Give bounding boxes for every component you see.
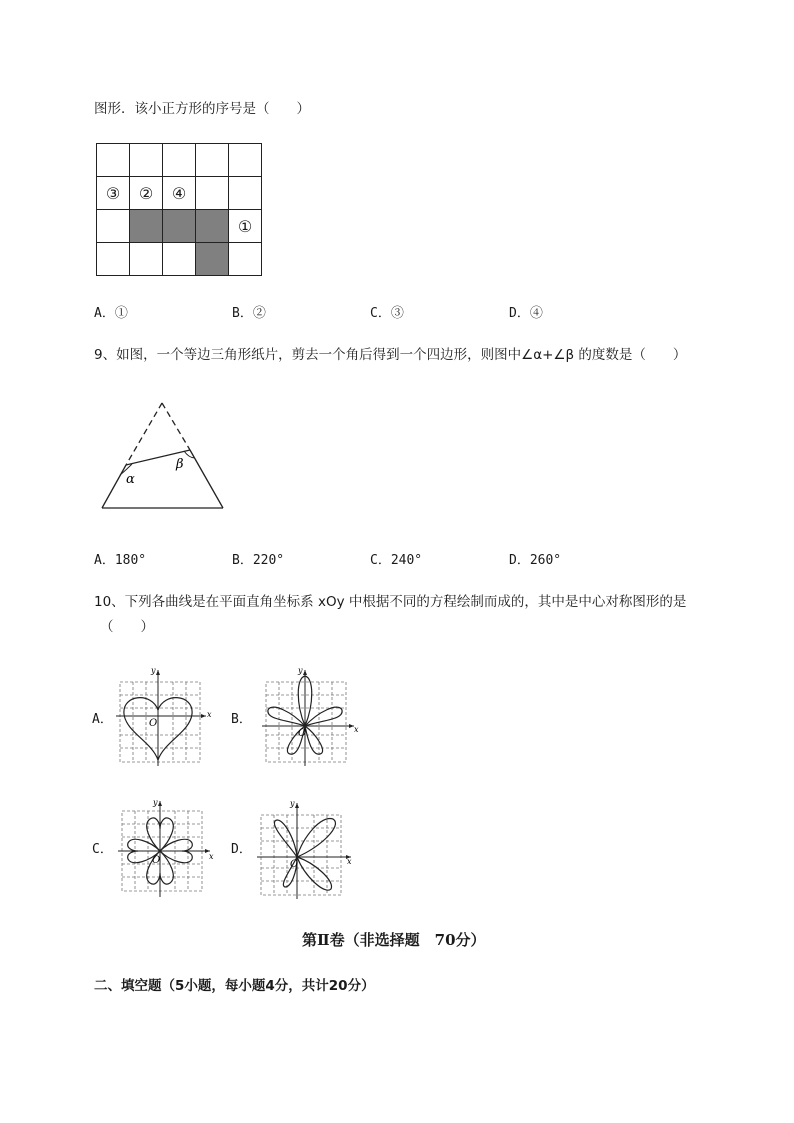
q10-option-c-label[interactable]: C． <box>92 842 113 857</box>
grid-cell <box>96 143 130 177</box>
grid-cell <box>195 143 229 177</box>
q10-b-origin-label: O <box>298 728 307 739</box>
q10-graph-d-diagonal-rose[interactable] <box>255 797 359 901</box>
q8-option-b[interactable]: B．② <box>232 306 266 321</box>
grid-cell <box>195 176 229 210</box>
grid-cell <box>162 242 196 276</box>
q10-a-y-label: y <box>151 666 156 675</box>
grid-cell-shaded <box>195 242 229 276</box>
q10-graph-b-rose[interactable] <box>258 664 362 770</box>
q10-option-b-label[interactable]: B． <box>231 712 252 727</box>
q10-a-x-label: x <box>207 710 212 719</box>
grid-cell-label: ④ <box>162 176 196 210</box>
q9-left-side <box>102 465 126 508</box>
grid-cell <box>129 143 163 177</box>
q9-option-c[interactable]: C．240° <box>370 553 423 568</box>
q8-square-grid-figure <box>96 143 266 279</box>
q9-stem: 9、如图，一个等边三角形纸片，剪去一个角后得到一个四边形，则图中∠α+∠β 的度数是（ ） <box>94 347 687 363</box>
part2-title: 第Ⅱ卷（非选择题 70分） <box>302 931 486 949</box>
q10-option-d-label[interactable]: D． <box>231 842 252 857</box>
q10-b-x-label: x <box>354 725 359 734</box>
q9-beta-label: β <box>176 457 184 472</box>
q8-option-a[interactable]: A．① <box>94 306 128 321</box>
q8-stem-tail: 图形．该小正方形的序号是（ ） <box>94 101 310 117</box>
grid-cell-shaded <box>195 209 229 243</box>
q10-stem-line2: （ ） <box>100 619 154 635</box>
grid-cell-label: ③ <box>96 176 130 210</box>
q9-alpha-label: α <box>126 472 135 487</box>
q10-a-origin-label: O <box>149 718 158 729</box>
q9-option-d[interactable]: D．260° <box>509 553 562 568</box>
grid-cell <box>129 242 163 276</box>
grid-cell <box>162 143 196 177</box>
q10-d-x-label: x <box>347 857 352 866</box>
q10-c-x-label: x <box>209 852 214 861</box>
q10-b-y-label: y <box>298 666 303 675</box>
grid-cell-shaded <box>129 209 163 243</box>
grid-cell <box>228 176 262 210</box>
q9-triangle-figure <box>96 398 231 513</box>
grid-cell-label: ① <box>228 209 262 243</box>
q9-option-b[interactable]: B．220° <box>232 553 285 568</box>
q10-option-a-label[interactable]: A． <box>92 712 113 727</box>
q10-d-y-label: y <box>290 799 295 808</box>
grid-cell <box>228 143 262 177</box>
section2-heading: 二、填空题（5小题，每小题4分，共计20分） <box>94 978 375 994</box>
q8-option-d[interactable]: D．④ <box>509 306 543 321</box>
q10-c-origin-label: O <box>152 855 161 866</box>
q10-c-y-label: y <box>153 798 158 807</box>
grid-cell <box>228 242 262 276</box>
grid-cell-shaded <box>162 209 196 243</box>
grid-cell-label: ② <box>129 176 163 210</box>
q9-option-a[interactable]: A．180° <box>94 553 147 568</box>
q10-graph-a-heart[interactable] <box>112 664 212 770</box>
q9-right-side <box>190 450 223 508</box>
grid-cell <box>96 209 130 243</box>
q10-stem-line1: 10、下列各曲线是在平面直角坐标系 xOy 中根据不同的方程绘制而成的，其中是中心对称图形的是 <box>94 594 687 610</box>
q9-cut-corner-right-edge <box>162 403 190 450</box>
q9-cut-corner-left-edge <box>126 403 162 465</box>
q10-graph-c-four-hearts[interactable] <box>114 797 218 901</box>
q10-d-origin-label: O <box>290 859 299 870</box>
q8-option-c[interactable]: C．③ <box>370 306 404 321</box>
grid-cell <box>96 242 130 276</box>
